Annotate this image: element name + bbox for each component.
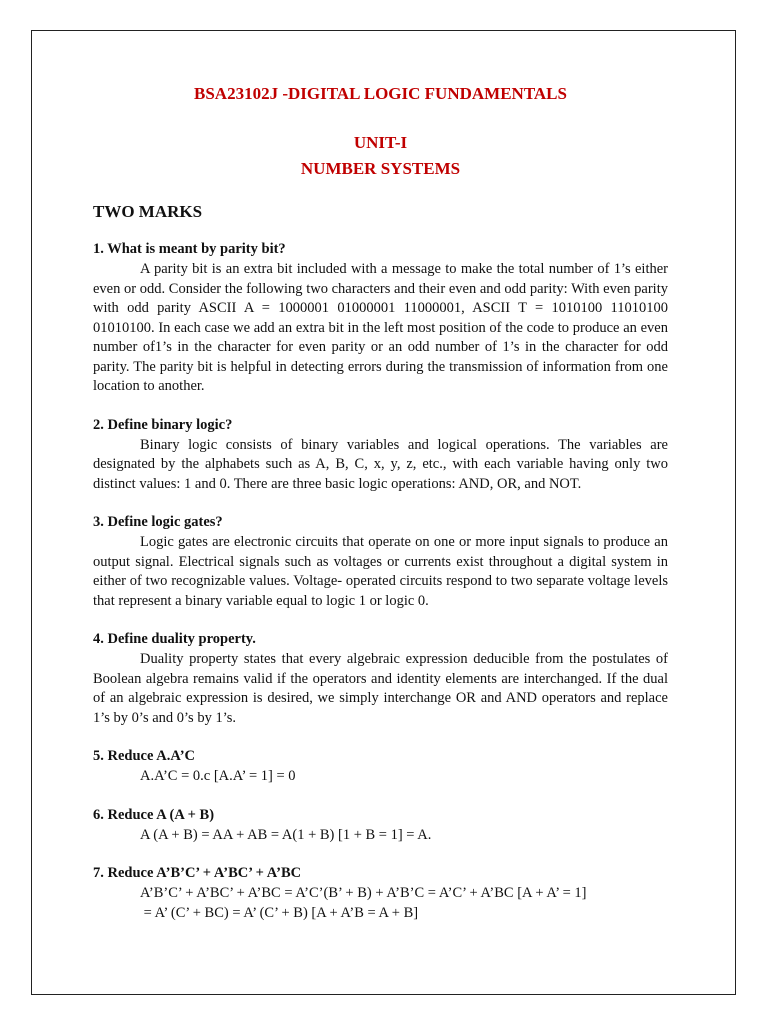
question-3 — [93, 513, 668, 611]
document-content — [93, 84, 668, 942]
answer-text: A (A + B) = AA + AB = A(1 + B) [1 + B = 1] = A. — [140, 826, 432, 843]
answer-text-continued: = A’ (C’ + BC) = A’ (C’ + B) [A + A’B = A + B] — [140, 904, 419, 921]
question-title: 7. Reduce A’B’C’ + A’BC’ + A’BC — [93, 865, 302, 881]
answer-text: A.A’C = 0.c [A.A’ = 1] = 0 — [140, 768, 296, 784]
question-title: 6. Reduce A (A + B) — [93, 806, 215, 823]
question-7 — [93, 864, 668, 923]
question-5 — [93, 747, 668, 787]
question-title: 3. Define logic gates? — [93, 514, 223, 530]
question-title: 4. Define duality property. — [93, 631, 256, 647]
answer-text: Binary logic consists of binary variables and logical operations. The variables are designated by the alphabets such as A, B, C, x, y, z, etc., with each variable having only two distinct values: 1 and 0. There are three basic logic operations: AND, OR, and NOT. — [93, 436, 668, 492]
answer-text: Logic gates are electronic circuits that operate on one or more input signals to produce an output signal. Electrical signals such as voltages or currents exist throughout a digital system in either of two recognizable values. Voltage- operated circuits respond to two separate voltage levels that represent a binary variable equal to logic 1 or logic 0. — [93, 534, 668, 609]
answer-text: Duality property states that every algebraic expression deducible from the postulates of Boolean algebra remains valid if the operators and identity elements are interchanged. If the dual of an algebraic expression is desired, we simply interchange OR and AND operators and replace 1’s by 0’s and 0’s by 1’s. — [93, 651, 668, 726]
question-4 — [93, 630, 668, 728]
question-title: 5. Reduce A.A’C — [93, 748, 196, 764]
question-title: 2. Define binary logic? — [93, 416, 233, 433]
answer-text: A parity bit is an extra bit included with a message to make the total number of 1’s either even or odd. Consider the following two characters and their even and odd parity: With even parity with odd parity ASCII A = 1000001 01000001 11000001, ASCII T = 1010100 11010100 01010100. In each case we add an extra bit in the left most position of the code to produce an even number of1’s in the character for even parity or an odd number of 1’s in the character for odd parity. The parity bit is helpful in detecting errors during the transmission of information from one location to another. — [93, 261, 668, 394]
section-heading: TWO MARKS — [93, 202, 203, 221]
answer-text: A’B’C’ + A’BC’ + A’BC = A’C’(B’ + B) + A’B’C = A’C’ + A’BC [A + A’ = 1] — [140, 885, 587, 901]
unit-label: UNIT-I — [353, 133, 408, 152]
question-title: 1. What is meant by parity bit? — [93, 241, 286, 257]
course-title: BSA23102J -DIGITAL LOGIC FUNDAMENTALS — [194, 84, 567, 103]
unit-title: NUMBER SYSTEMS — [300, 159, 461, 178]
question-6 — [93, 806, 668, 846]
question-1 — [93, 240, 668, 397]
question-2 — [93, 416, 668, 495]
